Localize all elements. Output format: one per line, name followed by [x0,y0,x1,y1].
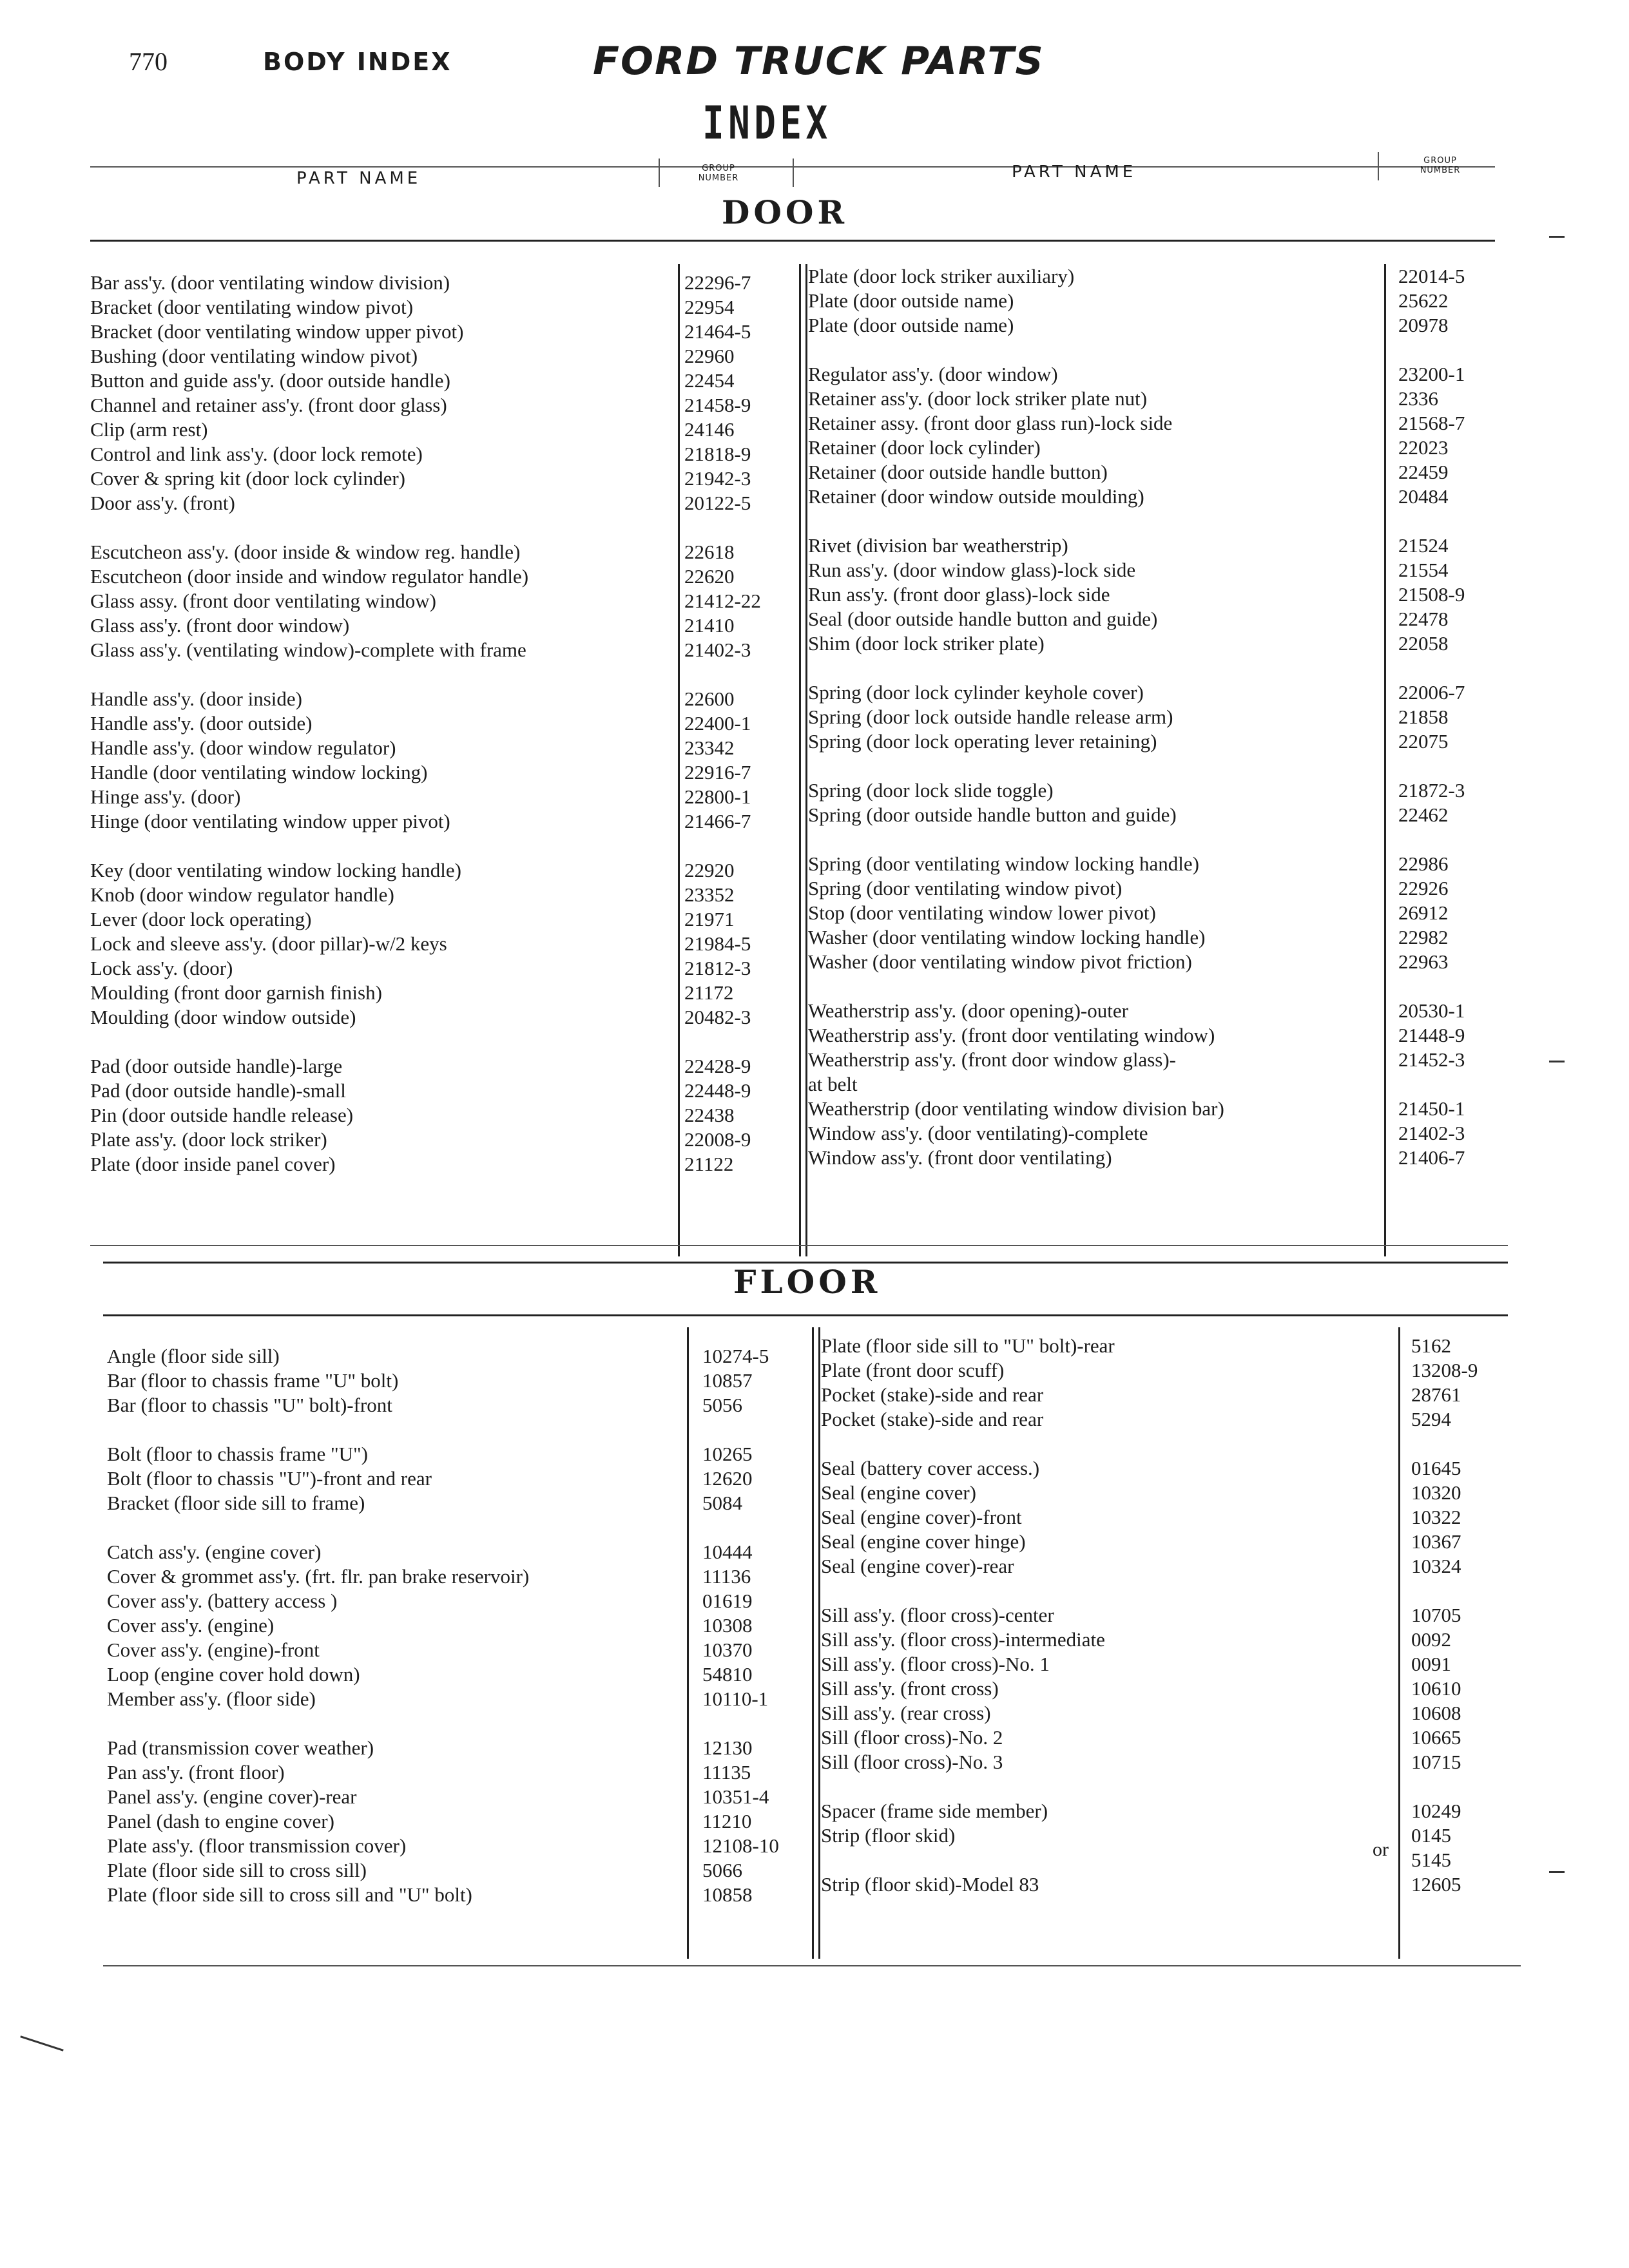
group-number: 21450-1 [1398,1097,1465,1120]
part-name: Retainer assy. (front door glass run)-lock side [808,412,1173,434]
section-label: BODY INDEX [263,48,452,76]
group-number: 20122-5 [684,492,751,514]
floor-right-names [821,1334,1115,1897]
group-number: 10715 [1411,1751,1461,1773]
part-name: Rivet (division bar weatherstrip) [808,534,1068,557]
part-name: Key (door ventilating window locking handle) [90,859,461,881]
part-name: Seal (door outside handle button and guide) [808,608,1158,630]
group-number: 21402-3 [684,639,751,661]
group-number: 21466-7 [684,810,751,832]
floor-divider-middle-a [812,1327,814,1959]
group-number: 22296-7 [684,271,751,294]
group-number: 20530-1 [1398,999,1465,1022]
part-name: Weatherstrip (door ventilating window division bar) [808,1097,1224,1120]
door-left-numbers [684,271,761,1177]
group-number: 21858 [1398,706,1449,728]
part-name: Panel (dash to engine cover) [107,1810,334,1832]
group-number: 12605 [1411,1873,1461,1896]
group-number: 12108-10 [702,1834,779,1857]
group-number: 01645 [1411,1457,1461,1479]
group-number: 10665 [1411,1726,1461,1749]
group-number: 21410 [684,614,735,637]
part-name: Washer (door ventilating window locking handle) [808,926,1206,948]
part-name: Seal (engine cover)-rear [821,1555,1014,1577]
part-name: Weatherstrip ass'y. (front door window glass)- [808,1048,1177,1071]
group-number: 22954 [684,296,735,318]
floor-rule-bottom [103,1965,1521,1966]
group-number: 10110-1 [702,1687,769,1710]
part-name: Pad (transmission cover weather) [107,1736,374,1759]
part-name: Bracket (floor side sill to frame) [107,1492,365,1514]
group-number: 22620 [684,565,735,588]
part-name: Shim (door lock striker plate) [808,632,1045,655]
door-right-numbers [1398,264,1465,1170]
group-number: 12130 [702,1736,753,1759]
part-name: Pad (door outside handle)-large [90,1055,343,1077]
part-name: Plate (floor side sill to cross sill) [107,1859,367,1881]
group-gap [1398,974,1465,999]
part-name: Cover ass'y. (engine)-front [107,1639,320,1661]
part-name: Catch ass'y. (engine cover) [107,1541,322,1563]
part-name: Hinge ass'y. (door) [90,785,241,808]
group-number: 11210 [702,1810,752,1832]
group-gap [808,827,1224,852]
group-gap [684,515,761,540]
group-number: 21524 [1398,534,1449,557]
part-name: Angle (floor side sill) [107,1345,280,1367]
group-number: 20978 [1398,314,1449,336]
group-gap [90,515,528,540]
group-number: 10249 [1411,1800,1461,1822]
group-number: 22916-7 [684,761,751,783]
part-name [808,338,1224,362]
part-name: Plate ass'y. (door lock striker) [90,1128,327,1151]
part-name: Bar ass'y. (door ventilating window division) [90,271,450,294]
floor-left-names [107,1344,529,1907]
header-divider [659,159,660,187]
group-number: 21448-9 [1398,1024,1465,1046]
group-number: 21464-5 [684,320,751,343]
part-name: Loop (engine cover hold down) [107,1663,360,1686]
page-number: 770 [129,47,168,76]
group-label: GROUP [1423,156,1457,166]
part-name: Escutcheon (door inside and window regulator handle) [90,565,529,588]
part-name: Control and link ass'y. (door lock remote) [90,443,423,465]
part-name: Regulator ass'y. (door window) [808,363,1058,385]
group-number: 23342 [684,736,735,759]
group-number [1398,754,1465,778]
part-name: Plate ass'y. (floor transmission cover) [107,1834,407,1857]
group-number: 5084 [702,1492,742,1514]
group-number: 10705 [1411,1604,1461,1626]
group-number: 22920 [684,859,735,881]
group-number: 10320 [1411,1481,1461,1504]
group-number: 10265 [702,1443,753,1465]
part-name: Spring (door ventilating window locking handle) [808,852,1199,875]
group-gap [90,662,528,687]
part-name: Seal (battery cover access.) [821,1457,1040,1479]
right-part-name-header: PART NAME [1012,162,1137,182]
group-number: 20484 [1398,485,1449,508]
floor-right-numbers [1411,1334,1478,1897]
header-divider [1378,152,1379,180]
part-name: Bar (floor to chassis "U" bolt)-front [107,1394,392,1416]
group-number: 10324 [1411,1555,1461,1577]
margin-mark [1549,1871,1565,1873]
group-number: 21872-3 [1398,779,1465,802]
right-group-number-header [1392,156,1489,175]
group-gap [821,1579,1115,1603]
part-name: Escutcheon ass'y. (door inside & window reg. handle) [90,541,521,563]
floor-left-numbers [702,1344,779,1907]
part-name: Pad (door outside handle)-small [90,1079,346,1102]
group-number: 23200-1 [1398,363,1465,385]
group-number: 22960 [684,345,735,367]
group-number: 22075 [1398,730,1449,753]
group-number: 21452-3 [1398,1048,1465,1071]
group-number: 21508-9 [1398,583,1465,606]
part-name: Cover ass'y. (battery access ) [107,1590,338,1612]
part-name: Lock ass'y. (door) [90,957,233,979]
part-name: at belt [808,1073,858,1095]
group-number: 21942-3 [684,467,751,490]
group-number: 22454 [684,369,735,392]
door-rule-top [90,240,1495,242]
group-number: 0091 [1411,1653,1451,1675]
part-name: Strip (floor skid)-Model 83 [821,1873,1039,1896]
group-number: 22462 [1398,803,1449,826]
left-group-number-header [670,164,767,183]
group-gap [90,834,528,858]
number-label: NUMBER [698,173,739,183]
group-gap [684,834,761,858]
part-name: Plate (front door scuff) [821,1359,1005,1381]
group-gap [1398,827,1465,852]
part-name: Washer (door ventilating window pivot friction) [808,950,1192,973]
group-number: 22428-9 [684,1055,751,1077]
group-number: 10308 [702,1614,753,1637]
group-gap [684,1030,761,1054]
group-number: 54810 [702,1663,753,1686]
door-section-title: DOOR [722,193,849,231]
group-gap [808,974,1224,999]
floor-section-title: FLOOR [733,1263,882,1301]
group-gap [808,509,1224,533]
group-number: 21458-9 [684,394,751,416]
part-name: Retainer (door outside handle button) [808,461,1108,483]
group-number: 21554 [1398,559,1449,581]
group-number: 10367 [1411,1530,1461,1553]
group-number: 21412-22 [684,590,761,612]
group-number: 21812-3 [684,957,751,979]
group-number: 21568-7 [1398,412,1465,434]
group-number: 5294 [1411,1408,1451,1430]
header-divider [793,159,794,187]
group-number: 5056 [702,1394,742,1416]
part-name: Door ass'y. (front) [90,492,235,514]
group-gap [1411,1432,1478,1456]
part-name: Handle ass'y. (door window regulator) [90,736,396,759]
group-number: 01619 [702,1590,753,1612]
part-name: Handle ass'y. (door outside) [90,712,313,735]
part-name: Cover & spring kit (door lock cylinder) [90,467,406,490]
part-name: Bolt (floor to chassis frame "U") [107,1443,368,1465]
part-name: Plate (floor side sill to cross sill and "U" bolt) [107,1883,472,1906]
group-number: 21971 [684,908,735,930]
group-number: 0145 [1411,1824,1451,1847]
part-name: Sill ass'y. (floor cross)-No. 1 [821,1653,1050,1675]
part-name: Pin (door outside handle release) [90,1104,354,1126]
part-name [821,1848,1115,1872]
group-number: 21402-3 [1398,1122,1465,1144]
group-number: 10610 [1411,1677,1461,1700]
part-name: Bolt (floor to chassis "U")-front and rear [107,1467,432,1490]
margin-mark [1549,236,1565,238]
floor-rule-header [103,1314,1508,1316]
group-number: 22448-9 [684,1079,751,1102]
group-number: 22982 [1398,926,1449,948]
group-number: 26912 [1398,901,1449,924]
part-name: Spring (door lock slide toggle) [808,779,1054,802]
part-name: Plate (door outside name) [808,314,1014,336]
part-name: Bracket (door ventilating window pivot) [90,296,414,318]
door-rule-bottom [90,1245,1508,1246]
number-label: NUMBER [1420,166,1461,175]
part-name: Sill ass'y. (floor cross)-center [821,1604,1054,1626]
group-number: 10370 [702,1639,753,1661]
group-number: 21818-9 [684,443,751,465]
left-part-name-header: PART NAME [296,169,421,188]
group-number: 23352 [684,883,735,906]
part-name: Bushing (door ventilating window pivot) [90,345,418,367]
part-name: Panel ass'y. (engine cover)-rear [107,1785,357,1808]
group-gap [684,662,761,687]
part-name: Clip (arm rest) [90,418,208,441]
group-number: 10274-5 [702,1345,769,1367]
part-name: Moulding (front door garnish finish) [90,981,382,1004]
part-name: Plate (door outside name) [808,289,1014,312]
part-name: Spring (door outside handle button and guide) [808,803,1177,826]
part-name: Knob (door window regulator handle) [90,883,394,906]
group-number: 22478 [1398,608,1449,630]
group-number: 5162 [1411,1334,1451,1357]
group-gap [90,1030,528,1054]
part-name: Hinge (door ventilating window upper pivot) [90,810,450,832]
group-gap [1411,1579,1478,1603]
door-divider-middle-a [799,264,801,1256]
part-name: Bracket (door ventilating window upper pivot) [90,320,464,343]
floor-divider-middle-b [818,1327,820,1959]
part-name: Seal (engine cover) [821,1481,976,1504]
group-number: 22926 [1398,877,1449,899]
part-name: Bar (floor to chassis frame "U" bolt) [107,1369,399,1392]
part-name: Cover & grommet ass'y. (frt. flr. pan brake reservoir) [107,1565,530,1588]
part-name: Sill ass'y. (floor cross)-intermediate [821,1628,1105,1651]
part-name: Plate (door lock striker auxiliary) [808,265,1075,287]
group-gap [821,1432,1115,1456]
part-name: Handle ass'y. (door inside) [90,687,302,710]
group-number: 22963 [1398,950,1449,973]
part-name: Spacer (frame side member) [821,1800,1048,1822]
group-number: 25622 [1398,289,1449,312]
part-name: Channel and retainer ass'y. (front door glass) [90,394,447,416]
group-number: 10608 [1411,1702,1461,1724]
part-name [808,754,1224,778]
group-number: 22438 [684,1104,735,1126]
group-number: 22800-1 [684,785,751,808]
group-number: 21406-7 [1398,1146,1465,1169]
door-divider-left [678,264,680,1256]
part-name: Run ass'y. (front door glass)-lock side [808,583,1110,606]
group-number: 22014-5 [1398,265,1465,287]
group-number: 11135 [702,1761,751,1783]
group-number: 22600 [684,687,735,710]
or-note: or [1373,1839,1389,1860]
group-number: 22023 [1398,436,1449,459]
group-number: 10322 [1411,1506,1461,1528]
group-number: 5145 [1411,1849,1451,1871]
group-number: 10858 [702,1883,753,1906]
part-name: Handle (door ventilating window locking) [90,761,428,783]
part-name: Window ass'y. (front door ventilating) [808,1146,1112,1169]
part-name: Sill ass'y. (rear cross) [821,1702,991,1724]
group-number: 21984-5 [684,932,751,955]
part-name: Retainer ass'y. (door lock striker plate nut) [808,387,1148,410]
part-name: Member ass'y. (floor side) [107,1687,316,1710]
group-number: 20482-3 [684,1006,751,1028]
group-number: 22618 [684,541,735,563]
group-number [1398,1072,1465,1097]
part-name: Strip (floor skid) [821,1824,956,1847]
group-gap [107,1711,529,1736]
part-name: Run ass'y. (door window glass)-lock side [808,559,1136,581]
part-name: Glass ass'y. (ventilating window)-complete with frame [90,639,526,661]
index-title: INDEX [702,97,832,149]
group-gap [821,1774,1115,1799]
door-left-names [90,271,528,1177]
part-name: Lock and sleeve ass'y. (door pillar)-w/2 keys [90,932,447,955]
group-number: 22459 [1398,461,1449,483]
part-name: Sill ass'y. (front cross) [821,1677,999,1700]
group-number: 22008-9 [684,1128,751,1151]
part-name: Pan ass'y. (front floor) [107,1761,285,1783]
group-number: 24146 [684,418,735,441]
part-name: Pocket (stake)-side and rear [821,1408,1044,1430]
part-name: Cover ass'y. (engine) [107,1614,275,1637]
part-name: Weatherstrip ass'y. (front door ventilating window) [808,1024,1215,1046]
group-number: 22006-7 [1398,681,1465,704]
group-gap [107,1418,529,1442]
group-number: 2336 [1398,387,1438,410]
part-name: Plate (door inside panel cover) [90,1153,336,1175]
part-name: Seal (engine cover hinge) [821,1530,1026,1553]
group-label: GROUP [702,164,735,173]
group-number: 10857 [702,1369,753,1392]
part-name: Glass ass'y. (front door window) [90,614,350,637]
part-name: Window ass'y. (door ventilating)-complete [808,1122,1148,1144]
part-name: Button and guide ass'y. (door outside handle) [90,369,450,392]
group-number: 21172 [684,981,734,1004]
part-name: Spring (door ventilating window pivot) [808,877,1123,899]
part-name: Weatherstrip ass'y. (door opening)-outer [808,999,1128,1022]
part-name: Moulding (door window outside) [90,1006,356,1028]
part-name: Plate (floor side sill to "U" bolt)-rear [821,1334,1115,1357]
margin-mark [20,2035,64,2051]
group-number: 22986 [1398,852,1449,875]
group-number: 12620 [702,1467,753,1490]
part-name: Glass assy. (front door ventilating window) [90,590,436,612]
part-name: Spring (door lock cylinder keyhole cover) [808,681,1144,704]
part-name: Spring (door lock operating lever retaining) [808,730,1157,753]
part-name: Retainer (door window outside moulding) [808,485,1144,508]
group-number: 28761 [1411,1383,1461,1406]
group-number: 21122 [684,1153,734,1175]
group-number: 10444 [702,1541,753,1563]
part-name: Sill (floor cross)-No. 3 [821,1751,1003,1773]
part-name: Pocket (stake)-side and rear [821,1383,1044,1406]
group-number: 10351-4 [702,1785,769,1808]
group-number: 5066 [702,1859,742,1881]
group-gap [702,1418,779,1442]
group-number: 13208-9 [1411,1359,1478,1381]
group-number: 22400-1 [684,712,751,735]
group-number [1398,338,1465,362]
door-divider-right [1384,264,1386,1256]
part-name: Sill (floor cross)-No. 2 [821,1726,1003,1749]
group-number: 11136 [702,1565,751,1588]
part-name: Lever (door lock operating) [90,908,312,930]
catalog-title: FORD TRUCK PARTS [593,39,1045,84]
group-gap [702,1515,779,1540]
part-name: Retainer (door lock cylinder) [808,436,1041,459]
part-name: Stop (door ventilating window lower pivot) [808,901,1156,924]
group-gap [1398,656,1465,680]
margin-mark [1549,1061,1565,1062]
group-gap [107,1515,529,1540]
door-right-names [808,264,1224,1170]
floor-divider-right [1398,1327,1400,1959]
group-number: 0092 [1411,1628,1451,1651]
part-name: Spring (door lock outside handle release arm) [808,706,1173,728]
group-gap [1398,509,1465,533]
group-gap [808,656,1224,680]
part-name: Seal (engine cover)-front [821,1506,1022,1528]
group-gap [702,1711,779,1736]
group-gap [1411,1774,1478,1799]
floor-divider-left [687,1327,689,1959]
group-number: 22058 [1398,632,1449,655]
door-divider-middle-b [805,264,807,1256]
